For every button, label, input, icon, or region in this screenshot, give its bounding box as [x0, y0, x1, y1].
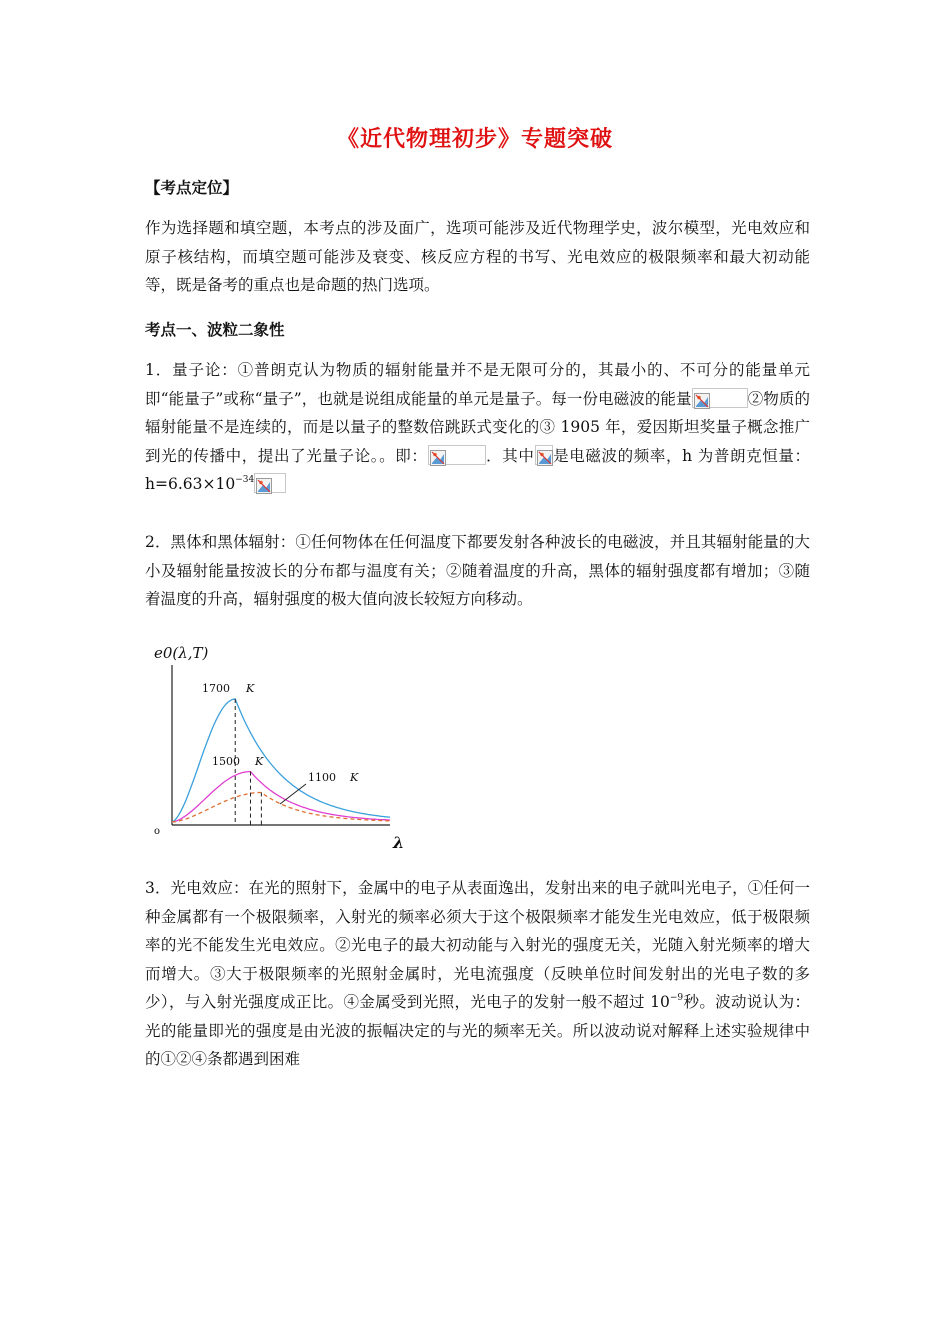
quantum-text-c: ．其中 — [485, 446, 535, 465]
photoelectric-paragraph — [145, 874, 810, 1074]
label-1700k-unit: K — [246, 682, 255, 695]
section-label: 【考点定位】 — [145, 178, 239, 197]
label-1100k-unit: K — [350, 771, 359, 784]
planck-exponent: −34 — [235, 475, 255, 485]
broken-image-icon — [537, 447, 553, 463]
label-1100k-pointer — [280, 784, 306, 804]
quantum-text-b: ②物质的辐射能量不是连续的，而是以量子的整数倍跳跃式变化的③ 1905 年，爱因斯坦奖量子概念推广到光的传播中，提出了光量子论。。即： — [145, 389, 810, 465]
broken-image-icon — [256, 475, 272, 491]
y-axis-label: e0(λ,T) — [154, 644, 209, 662]
energy-formula-image — [692, 388, 748, 408]
label-1100k-number: 1100 — [308, 771, 336, 784]
frequency-symbol-image — [535, 445, 553, 465]
x-axis-label: λ — [393, 833, 405, 852]
label-1700k-number: 1700 — [202, 682, 230, 695]
origin-label: o — [154, 826, 161, 837]
photoelectric-text-a: 3．光电效应：在光的照射下，金属中的电子从表面逸出，发射出来的电子就叫光电子，①任何一种金属都有一个极限频率，入射光的频率必须大于这个极限频率才能发生光电效应，低于极限频率的光不能发生光电效应。②光电子的最大初动能与入射光的强度无关，光随入射光频率的增大而增大。③大于极限频率的光照射金属时，光电流强度（反映单位时间发射出的光电子数的多少），与入射光强度成正比。④金属受到光照，光电子的发射一般不超过 10 — [145, 879, 810, 1011]
label-1500k-number: 1500 — [212, 755, 240, 768]
document-title: 《近代物理初步》专题突破 — [336, 126, 613, 152]
blackbody-radiation-chart — [150, 640, 410, 855]
quantum-paragraph — [145, 356, 810, 499]
blackbody-paragraph: 2．黑体和黑体辐射：①任何物体在任何温度下都要发射各种波长的电磁波，并且其辐射能量的大小及辐射能量按波长的分布都与温度有关；②随着温度的升高，黑体的辐射强度都有增加；③随着温度的升高，辐射强度的极大值向波长较短方向移动。 — [145, 533, 810, 608]
photon-energy-image — [428, 445, 486, 465]
quantum-text-a: 1．量子论：①普朗克认为物质的辐射能量并不是无限可分的，其最小的、不可分的能量单元即“能量子”或称“量子”，也就是说组成能量的单元是量子。每一份电磁波的能量 — [145, 361, 810, 408]
topic1-heading: 考点一、波粒二象性 — [145, 320, 285, 339]
time-exponent: −9 — [669, 993, 684, 1003]
quantum-text-d: 是电磁波的频率，h 为普朗克恒量：h=6.63×10 — [145, 446, 810, 493]
planck-unit-image — [254, 473, 286, 493]
photoelectric-text-b: 秒。波动说认为：光的能量即光的强度是由光波的振幅决定的与光的频率无关。所以波动说对解释上述实验规律中的①②④条都遇到困难 — [145, 993, 810, 1068]
label-1500k-unit: K — [255, 755, 264, 768]
broken-image-icon — [694, 390, 710, 406]
intro-paragraph: 作为选择题和填空题，本考点的涉及面广，选项可能涉及近代物理学史，波尔模型，光电效应和原子核结构，而填空题可能涉及衰变、核反应方程的书写、光电效应的极限频率和最大初动能等，既是备考的重点也是命题的热门选项。 — [145, 219, 810, 294]
broken-image-icon — [430, 447, 446, 463]
